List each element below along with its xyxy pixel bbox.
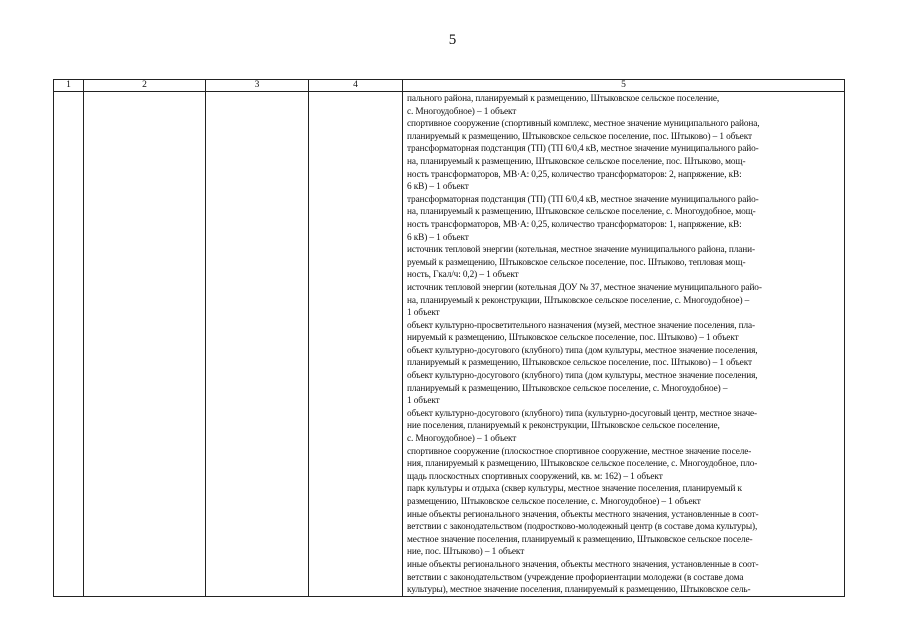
text-line: нируемый к размещению, Штыковское сельское поселение, пос. Штыково) – 1 объект (407, 333, 739, 344)
text-line: щадь плоскостных спортивных сооружений, кв. м: 162) – 1 объект (407, 471, 663, 482)
text-line: ние поселения, планируемый к реконструкции, Штыковское сельское поселение, (407, 421, 720, 432)
text-line: пального района, планируемый к размещению, Штыковское сельское поселение, (407, 94, 720, 104)
text-line: иные объекты регионального значения, объекты местного значения, установленные в соот- (407, 509, 759, 520)
cell-col-1 (54, 92, 84, 597)
cell-col-4 (309, 92, 403, 597)
text-line: источник тепловой энергии (котельная, местное значение муниципального района, плани- (407, 245, 755, 256)
text-line: на, планируемый к размещению, Штыковское сельское поселение, с. Многоудобное, мощ- (407, 207, 756, 218)
text-line: 1 объект (407, 308, 440, 319)
text-line: 6 кВ) – 1 объект (407, 182, 469, 193)
text-line: местное значение поселения, планируемый к размещению, Штыковское сельское поселе- (407, 534, 753, 545)
cell-col-3 (206, 92, 309, 597)
text-line: ность трансформаторов, МВ·А: 0,25, количество трансформаторов: 2, напряжение, кВ: (407, 169, 742, 180)
header-row (54, 80, 845, 92)
text-line: культуры), местное значение поселения, планируемый к размещению, Штыковское сель- (407, 585, 751, 596)
text-line: на, планируемый к реконструкции, Штыковское сельское поселение, с. Многоудобное) – (407, 295, 750, 306)
text-line: 6 кВ) – 1 объект (407, 232, 469, 243)
text-line: планируемый к размещению, Штыковское сельское поселение, с. Многоудобное) – (407, 383, 728, 394)
table-row (54, 92, 845, 597)
text-line: спортивное сооружение (плоскостное спортивное сооружение, местное значение поселе- (407, 446, 752, 457)
text-line: объект культурно-досугового (клубного) типа (дом культуры, местное значение поселения, (407, 371, 758, 382)
text-line: на, планируемый к размещению, Штыковское сельское поселение, пос. Штыково, мощ- (407, 156, 746, 167)
header-col-1: 1 (54, 80, 84, 92)
text-line: трансформаторная подстанция (ТП) (ТП 6/0,4 кВ, местное значение муниципального райо- (407, 144, 759, 155)
cell-col-5 (403, 92, 845, 597)
text-line: спортивное сооружение (спортивный комплекс, местное значение муниципального района, (407, 119, 760, 130)
text-line: ние, пос. Штыково) – 1 объект (407, 547, 525, 558)
text-line: ность, Гкал/ч: 0,2) – 1 объект (407, 270, 519, 281)
object-list-text (403, 92, 844, 596)
text-line: источник тепловой энергии (котельная ДОУ № 37, местное значение муниципального райо- (407, 282, 762, 293)
page-number: 5 (448, 32, 457, 48)
text-line: парк культуры и отдыха (сквер культуры, местное значение поселения, планируемый к (407, 484, 742, 495)
text-line: объект культурно-досугового (клубного) типа (культурно-досуговый центр, местное значе- (407, 408, 758, 419)
table-body (54, 92, 845, 597)
text-line: объект культурно-досугового (клубного) типа (дом культуры, местное значение поселения, (407, 345, 758, 356)
header-col-3: 3 (206, 80, 309, 92)
text-line: ветствии с законодательством (учреждение профориентации молодежи (в составе дома (407, 572, 744, 583)
text-line: ния, планируемый к размещению, Штыковское сельское поселение, с. Многоудобное, пло- (407, 459, 758, 470)
text-line: 1 объект (407, 396, 440, 407)
header-col-5: 5 (403, 80, 845, 92)
text-line: планируемый к размещению, Штыковское сельское поселение, пос. Штыково) – 1 объект (407, 358, 752, 369)
text-line: ность трансформаторов, МВ·А: 0,25, количество трансформаторов: 1, напряжение, кВ: (407, 219, 742, 230)
cell-col-2 (84, 92, 206, 597)
text-line: руемый к размещению, Штыковское сельское поселение, пос. Штыково, тепловая мощ- (407, 257, 746, 268)
text-line: с. Многоудобное) – 1 объект (407, 106, 517, 117)
table-header (54, 80, 845, 92)
text-line: трансформаторная подстанция (ТП) (ТП 6/0,4 кВ, местное значение муниципального райо- (407, 194, 759, 205)
text-line: объект культурно-просветительного назначения (музей, местное значение поселения, пла- (407, 320, 755, 331)
header-col-2: 2 (84, 80, 206, 92)
header-col-4: 4 (309, 80, 403, 92)
text-line: иные объекты регионального значения, объекты местного значения, установленные в соот- (407, 559, 759, 570)
text-line: размещению, Штыковское сельское поселение, с. Многоудобное) – 1 объект (407, 497, 701, 507)
text-line: с. Многоудобное) – 1 объект (407, 434, 517, 445)
text-line: планируемый к размещению, Штыковское сельское поселение, пос. Штыково) – 1 объект (407, 131, 752, 142)
document-table (53, 79, 845, 597)
text-line: ветствии с законодательством (подростково-молодежный центр (в составе дома культуры), (407, 522, 758, 533)
